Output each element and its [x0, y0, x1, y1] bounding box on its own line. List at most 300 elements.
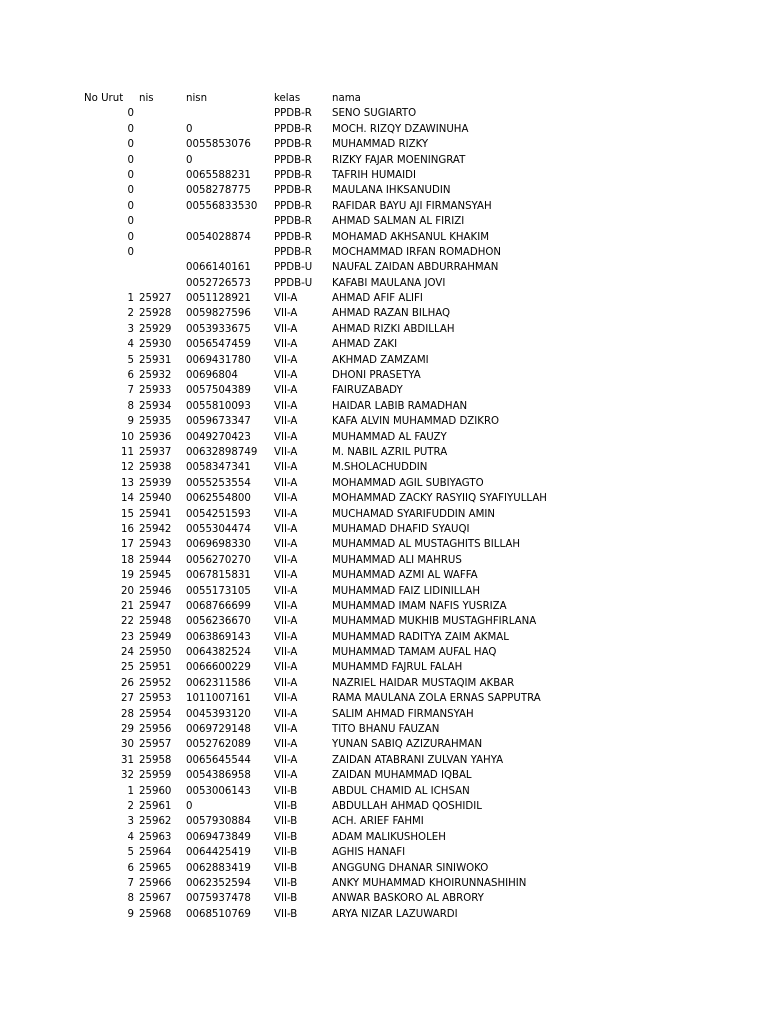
cell-nis: 25957	[139, 739, 172, 751]
cell-nama: KAFABI MAULANA JOVI	[332, 277, 446, 289]
table-row	[0, 861, 768, 876]
table-row	[0, 368, 768, 383]
cell-nama: ABDUL CHAMID AL ICHSAN	[332, 785, 470, 797]
cell-no-urut: 28	[121, 708, 134, 720]
table-row	[0, 507, 768, 522]
cell-kelas: PPDB-R	[274, 200, 312, 212]
cell-kelas: VII-A	[274, 708, 298, 720]
cell-nisn: 0069473849	[186, 831, 251, 843]
cell-kelas: VII-A	[274, 616, 298, 628]
cell-no-urut: 22	[121, 616, 134, 628]
header-kelas: kelas	[274, 93, 301, 104]
table-row	[0, 168, 768, 183]
table-row	[0, 183, 768, 198]
cell-kelas: VII-B	[274, 893, 298, 905]
cell-kelas: VII-A	[274, 539, 298, 551]
table-row	[0, 291, 768, 306]
cell-nama: M.SHOLACHUDDIN	[332, 462, 428, 474]
cell-no-urut: 30	[121, 739, 134, 751]
cell-nis: 25965	[139, 862, 172, 874]
cell-nis: 25952	[139, 677, 172, 689]
cell-nisn: 00556833530	[186, 200, 258, 212]
cell-no-urut: 14	[121, 493, 134, 505]
student-table	[0, 91, 768, 922]
cell-nis: 25940	[139, 493, 172, 505]
cell-nama: MOCH. RIZQY DZAWINUHA	[332, 123, 469, 135]
table-row	[0, 753, 768, 768]
cell-nis: 25943	[139, 539, 172, 551]
cell-no-urut: 2	[127, 308, 134, 320]
cell-nisn: 0053006143	[186, 785, 251, 797]
cell-kelas: VII-A	[274, 385, 298, 397]
cell-no-urut: 25	[121, 662, 134, 674]
cell-no-urut: 11	[121, 446, 134, 458]
cell-no-urut: 6	[127, 370, 134, 382]
cell-nisn: 0069729148	[186, 724, 251, 736]
cell-no-urut: 29	[121, 724, 134, 736]
cell-kelas: VII-A	[274, 585, 298, 597]
cell-no-urut: 16	[121, 523, 134, 535]
table-row	[0, 907, 768, 922]
cell-nama: MUHAMMAD RADITYA ZAIM AKMAL	[332, 631, 509, 643]
table-row	[0, 630, 768, 645]
cell-nama: SALIM AHMAD FIRMANSYAH	[332, 708, 474, 720]
cell-kelas: VII-B	[274, 800, 298, 812]
cell-nama: MUHAMMAD FAIZ LIDINILLAH	[332, 585, 480, 597]
table-row	[0, 553, 768, 568]
cell-nisn: 0057504389	[186, 385, 251, 397]
cell-kelas: VII-A	[274, 570, 298, 582]
table-row	[0, 399, 768, 414]
cell-kelas: VII-A	[274, 631, 298, 643]
cell-nisn: 0062883419	[186, 862, 251, 874]
cell-nisn: 0067815831	[186, 570, 251, 582]
cell-kelas: VII-A	[274, 416, 298, 428]
cell-no-urut: 4	[127, 831, 134, 843]
table-row	[0, 768, 768, 783]
cell-no-urut: 23	[121, 631, 134, 643]
cell-no-urut: 0	[127, 108, 134, 120]
cell-nama: RIZKY FAJAR MOENINGRAT	[332, 154, 466, 166]
cell-nisn: 0064382524	[186, 647, 251, 659]
cell-no-urut: 7	[127, 385, 134, 397]
cell-kelas: VII-A	[274, 400, 298, 412]
table-row	[0, 645, 768, 660]
cell-nisn: 0062554800	[186, 493, 251, 505]
cell-nis: 25949	[139, 631, 172, 643]
cell-nama: TAFRIH HUMAIDI	[332, 169, 416, 181]
cell-nama: AHMAD SALMAN AL FIRIZI	[332, 216, 465, 228]
cell-nama: AGHIS HANAFI	[332, 847, 406, 859]
cell-nama: MUHAMMAD AZMI AL WAFFA	[332, 570, 478, 582]
cell-kelas: PPDB-R	[274, 108, 312, 120]
table-row	[0, 845, 768, 860]
cell-nama: MOHAMAD AKHSANUL KHAKIM	[332, 231, 489, 243]
cell-nama: MUHAMMAD TAMAM AUFAL HAQ	[332, 647, 497, 659]
cell-nama: ADAM MALIKUSHOLEH	[332, 831, 446, 843]
table-row	[0, 522, 768, 537]
cell-nisn: 0068766699	[186, 600, 251, 612]
header-nisn: nisn	[186, 93, 208, 104]
cell-nama: NAZRIEL HAIDAR MUSTAQIM AKBAR	[332, 677, 515, 689]
cell-nis: 25928	[139, 308, 172, 320]
header-no-urut: No Urut	[84, 93, 124, 104]
cell-nis: 25936	[139, 431, 172, 443]
cell-nis: 25947	[139, 600, 172, 612]
cell-nisn: 0068510769	[186, 908, 251, 920]
cell-nama: MOHAMMAD ZACKY RASYIIQ SYAFIYULLAH	[332, 493, 547, 505]
cell-nisn: 0058278775	[186, 185, 251, 197]
cell-nisn: 0056547459	[186, 339, 251, 351]
cell-nisn: 0069698330	[186, 539, 251, 551]
cell-kelas: VII-A	[274, 677, 298, 689]
cell-no-urut: 5	[127, 847, 134, 859]
cell-nis: 25960	[139, 785, 172, 797]
cell-nis: 25942	[139, 523, 172, 535]
cell-nis: 25933	[139, 385, 172, 397]
cell-kelas: VII-A	[274, 339, 298, 351]
cell-kelas: VII-A	[274, 323, 298, 335]
table-row	[0, 430, 768, 445]
cell-kelas: VII-B	[274, 785, 298, 797]
cell-kelas: VII-A	[274, 446, 298, 458]
table-row	[0, 614, 768, 629]
cell-nis: 25930	[139, 339, 172, 351]
cell-kelas: VII-A	[274, 693, 298, 705]
cell-nisn: 0049270423	[186, 431, 251, 443]
cell-nama: MUHAMMAD MUKHIB MUSTAGHFIRLANA	[332, 616, 537, 628]
cell-no-urut: 0	[127, 139, 134, 151]
cell-kelas: PPDB-R	[274, 154, 312, 166]
cell-nis: 25966	[139, 877, 172, 889]
header-nama: nama	[332, 93, 361, 104]
cell-nisn: 0069431780	[186, 354, 251, 366]
cell-no-urut: 7	[127, 877, 134, 889]
cell-kelas: PPDB-R	[274, 231, 312, 243]
cell-nis: 25944	[139, 554, 172, 566]
cell-kelas: VII-A	[274, 293, 298, 305]
table-row	[0, 383, 768, 398]
cell-no-urut: 15	[121, 508, 134, 520]
table-row	[0, 568, 768, 583]
table-row	[0, 476, 768, 491]
table-row	[0, 537, 768, 552]
cell-nisn: 1011007161	[186, 693, 251, 705]
cell-nis: 25938	[139, 462, 172, 474]
cell-nama: RAMA MAULANA ZOLA ERNAS SAPPUTRA	[332, 693, 541, 705]
cell-nisn: 0054386958	[186, 770, 251, 782]
cell-no-urut: 3	[127, 323, 134, 335]
table-row	[0, 245, 768, 260]
cell-no-urut: 9	[127, 908, 134, 920]
cell-kelas: VII-A	[274, 662, 298, 674]
table-row	[0, 199, 768, 214]
cell-no-urut: 8	[127, 893, 134, 905]
table-row	[0, 276, 768, 291]
cell-nis: 25945	[139, 570, 172, 582]
cell-nis: 25961	[139, 800, 172, 812]
cell-nisn: 0066140161	[186, 262, 251, 274]
cell-nama: RAFIDAR BAYU AJI FIRMANSYAH	[332, 200, 492, 212]
cell-no-urut: 19	[121, 570, 134, 582]
cell-no-urut: 8	[127, 400, 134, 412]
cell-no-urut: 6	[127, 862, 134, 874]
cell-no-urut: 12	[121, 462, 134, 474]
cell-nama: MUHAMMAD ALI MAHRUS	[332, 554, 462, 566]
table-row	[0, 722, 768, 737]
cell-no-urut: 0	[127, 123, 134, 135]
cell-nama: MUHAMAD DHAFID SYAUQI	[332, 523, 470, 535]
cell-nama: NAUFAL ZAIDAN ABDURRAHMAN	[332, 262, 499, 274]
cell-nis: 25963	[139, 831, 172, 843]
cell-nisn: 0	[186, 154, 193, 166]
cell-kelas: VII-A	[274, 739, 298, 751]
cell-nama: ARYA NIZAR LAZUWARDI	[332, 908, 458, 920]
cell-nama: MUHAMMAD AL FAUZY	[332, 431, 447, 443]
cell-kelas: VII-A	[274, 508, 298, 520]
cell-nisn: 0055810093	[186, 400, 251, 412]
cell-nisn: 0055853076	[186, 139, 251, 151]
cell-nisn: 0053933675	[186, 323, 251, 335]
cell-nama: MUHAMMAD IMAM NAFIS YUSRIZA	[332, 600, 507, 612]
table-row	[0, 306, 768, 321]
cell-nis: 25946	[139, 585, 172, 597]
cell-kelas: VII-A	[274, 724, 298, 736]
table-row	[0, 106, 768, 121]
cell-nama: AKHMAD ZAMZAMI	[332, 354, 429, 366]
table-row	[0, 737, 768, 752]
table-row	[0, 784, 768, 799]
cell-nama: MUHAMMD FAJRUL FALAH	[332, 662, 463, 674]
cell-nisn: 0055173105	[186, 585, 251, 597]
cell-nisn: 00632898749	[186, 446, 258, 458]
cell-kelas: VII-A	[274, 431, 298, 443]
cell-kelas: PPDB-R	[274, 216, 312, 228]
cell-nis: 25951	[139, 662, 172, 674]
cell-kelas: VII-A	[274, 370, 298, 382]
cell-nisn: 0057930884	[186, 816, 251, 828]
cell-nisn: 0	[186, 800, 193, 812]
cell-nis: 25935	[139, 416, 172, 428]
cell-kelas: PPDB-R	[274, 185, 312, 197]
cell-nisn: 00696804	[186, 370, 238, 382]
cell-nis: 25967	[139, 893, 172, 905]
cell-nama: MAULANA IHKSANUDIN	[332, 185, 451, 197]
cell-nis: 25934	[139, 400, 172, 412]
cell-nama: MOHAMMAD AGIL SUBIYAGTO	[332, 477, 484, 489]
cell-nisn: 0062311586	[186, 677, 251, 689]
cell-no-urut: 9	[127, 416, 134, 428]
table-row	[0, 445, 768, 460]
cell-nis: 25929	[139, 323, 172, 335]
cell-nama: YUNAN SABIQ AZIZURAHMAN	[332, 739, 483, 751]
cell-nama: AHMAD RAZAN BILHAQ	[332, 308, 451, 320]
cell-kelas: PPDB-R	[274, 246, 312, 258]
table-row	[0, 584, 768, 599]
cell-nama: TITO BHANU FAUZAN	[332, 724, 440, 736]
table-row	[0, 814, 768, 829]
cell-nis: 25937	[139, 446, 172, 458]
cell-no-urut: 1	[127, 293, 134, 305]
cell-nisn: 0066600229	[186, 662, 251, 674]
cell-nama: ZAIDAN MUHAMMAD IQBAL	[332, 770, 472, 782]
cell-kelas: VII-B	[274, 831, 298, 843]
cell-kelas: VII-A	[274, 523, 298, 535]
cell-kelas: VII-A	[274, 477, 298, 489]
cell-no-urut: 31	[121, 754, 134, 766]
cell-nisn: 0	[186, 123, 193, 135]
cell-nis: 25968	[139, 908, 172, 920]
cell-nisn: 0052726573	[186, 277, 251, 289]
cell-kelas: VII-A	[274, 600, 298, 612]
cell-nisn: 0055304474	[186, 523, 251, 535]
cell-kelas: VII-A	[274, 462, 298, 474]
cell-nisn: 0058347341	[186, 462, 251, 474]
table-row	[0, 707, 768, 722]
cell-nama: MUHAMMAD AL MUSTAGHITS BILLAH	[332, 539, 521, 551]
cell-kelas: VII-A	[274, 354, 298, 366]
table-row	[0, 230, 768, 245]
cell-kelas: PPDB-U	[274, 262, 313, 274]
table-row	[0, 599, 768, 614]
cell-nisn: 0051128921	[186, 293, 251, 305]
table-row	[0, 676, 768, 691]
cell-no-urut: 1	[127, 785, 134, 797]
table-row	[0, 153, 768, 168]
table-row	[0, 414, 768, 429]
table-row	[0, 460, 768, 475]
cell-kelas: VII-A	[274, 493, 298, 505]
cell-nisn: 0056270270	[186, 554, 251, 566]
cell-kelas: VII-B	[274, 862, 298, 874]
table-row	[0, 337, 768, 352]
cell-nis: 25958	[139, 754, 172, 766]
cell-nama: ANGGUNG DHANAR SINIWOKO	[332, 862, 489, 874]
header-row	[0, 91, 768, 106]
cell-no-urut: 13	[121, 477, 134, 489]
cell-nisn: 0056236670	[186, 616, 251, 628]
cell-kelas: VII-A	[274, 647, 298, 659]
cell-nis: 25948	[139, 616, 172, 628]
cell-nisn: 0055253554	[186, 477, 251, 489]
cell-nama: AHMAD RIZKI ABDILLAH	[332, 323, 455, 335]
cell-nis: 25932	[139, 370, 172, 382]
cell-nisn: 0075937478	[186, 893, 251, 905]
table-row	[0, 660, 768, 675]
cell-nisn: 0064425419	[186, 847, 251, 859]
cell-nis: 25956	[139, 724, 172, 736]
cell-kelas: PPDB-R	[274, 169, 312, 181]
cell-nis: 25939	[139, 477, 172, 489]
cell-kelas: VII-B	[274, 877, 298, 889]
cell-no-urut: 32	[121, 770, 134, 782]
cell-nisn: 0065645544	[186, 754, 251, 766]
cell-no-urut: 0	[127, 231, 134, 243]
cell-no-urut: 27	[121, 693, 134, 705]
cell-nisn: 0054251593	[186, 508, 251, 520]
cell-nis: 25954	[139, 708, 172, 720]
cell-kelas: VII-A	[274, 308, 298, 320]
cell-nama: ACH. ARIEF FAHMI	[332, 816, 424, 828]
cell-no-urut: 24	[121, 647, 134, 659]
cell-nisn: 0054028874	[186, 231, 251, 243]
cell-nisn: 0052762089	[186, 739, 251, 751]
cell-no-urut: 0	[127, 185, 134, 197]
cell-no-urut: 0	[127, 246, 134, 258]
cell-nama: MUCHAMAD SYARIFUDDIN AMIN	[332, 508, 496, 520]
cell-no-urut: 20	[121, 585, 134, 597]
cell-nisn: 0059673347	[186, 416, 251, 428]
table-row	[0, 491, 768, 506]
cell-nis: 25953	[139, 693, 172, 705]
cell-nis: 25959	[139, 770, 172, 782]
cell-nama: MOCHAMMAD IRFAN ROMADHON	[332, 246, 502, 258]
cell-nama: M. NABIL AZRIL PUTRA	[332, 446, 448, 458]
cell-no-urut: 10	[121, 431, 134, 443]
cell-no-urut: 3	[127, 816, 134, 828]
table-row	[0, 799, 768, 814]
cell-kelas: VII-A	[274, 770, 298, 782]
table-row	[0, 891, 768, 906]
cell-no-urut: 5	[127, 354, 134, 366]
cell-nis: 25962	[139, 816, 172, 828]
table-row	[0, 322, 768, 337]
cell-no-urut: 2	[127, 800, 134, 812]
cell-kelas: VII-A	[274, 554, 298, 566]
cell-kelas: VII-B	[274, 816, 298, 828]
cell-no-urut: 21	[121, 600, 134, 612]
cell-kelas: PPDB-R	[274, 123, 312, 135]
cell-no-urut: 0	[127, 216, 134, 228]
cell-kelas: PPDB-U	[274, 277, 313, 289]
cell-no-urut: 4	[127, 339, 134, 351]
table-row	[0, 353, 768, 368]
cell-nama: FAIRUZABADY	[332, 385, 403, 397]
header-nis: nis	[139, 93, 154, 104]
cell-nisn: 0063869143	[186, 631, 251, 643]
cell-nis: 25941	[139, 508, 172, 520]
cell-nisn: 0045393120	[186, 708, 251, 720]
cell-nisn: 0065588231	[186, 169, 251, 181]
table-row	[0, 137, 768, 152]
cell-nama: ZAIDAN ATABRANI ZULVAN YAHYA	[332, 754, 504, 766]
cell-kelas: VII-A	[274, 754, 298, 766]
cell-nama: ANKY MUHAMMAD KHOIRUNNASHIHIN	[332, 877, 527, 889]
table-row	[0, 214, 768, 229]
cell-no-urut: 17	[121, 539, 134, 551]
cell-no-urut: 0	[127, 169, 134, 181]
cell-nama: DHONI PRASETYA	[332, 370, 421, 382]
cell-nisn: 0062352594	[186, 877, 251, 889]
cell-nama: KAFA ALVIN MUHAMMAD DZIKRO	[332, 416, 500, 428]
table-row	[0, 122, 768, 137]
cell-kelas: PPDB-R	[274, 139, 312, 151]
cell-nama: AHMAD ZAKI	[332, 339, 398, 351]
cell-no-urut: 26	[121, 677, 134, 689]
cell-no-urut: 0	[127, 154, 134, 166]
cell-kelas: VII-B	[274, 847, 298, 859]
cell-nisn: 0059827596	[186, 308, 251, 320]
cell-nama: AHMAD AFIF ALIFI	[332, 293, 423, 305]
cell-nis: 25964	[139, 847, 172, 859]
table-row	[0, 830, 768, 845]
cell-nama: ABDULLAH AHMAD QOSHIDIL	[332, 800, 482, 812]
cell-nama: HAIDAR LABIB RAMADHAN	[332, 400, 468, 412]
cell-nis: 25950	[139, 647, 172, 659]
cell-kelas: VII-B	[274, 908, 298, 920]
cell-no-urut: 18	[121, 554, 134, 566]
cell-nis: 25931	[139, 354, 172, 366]
